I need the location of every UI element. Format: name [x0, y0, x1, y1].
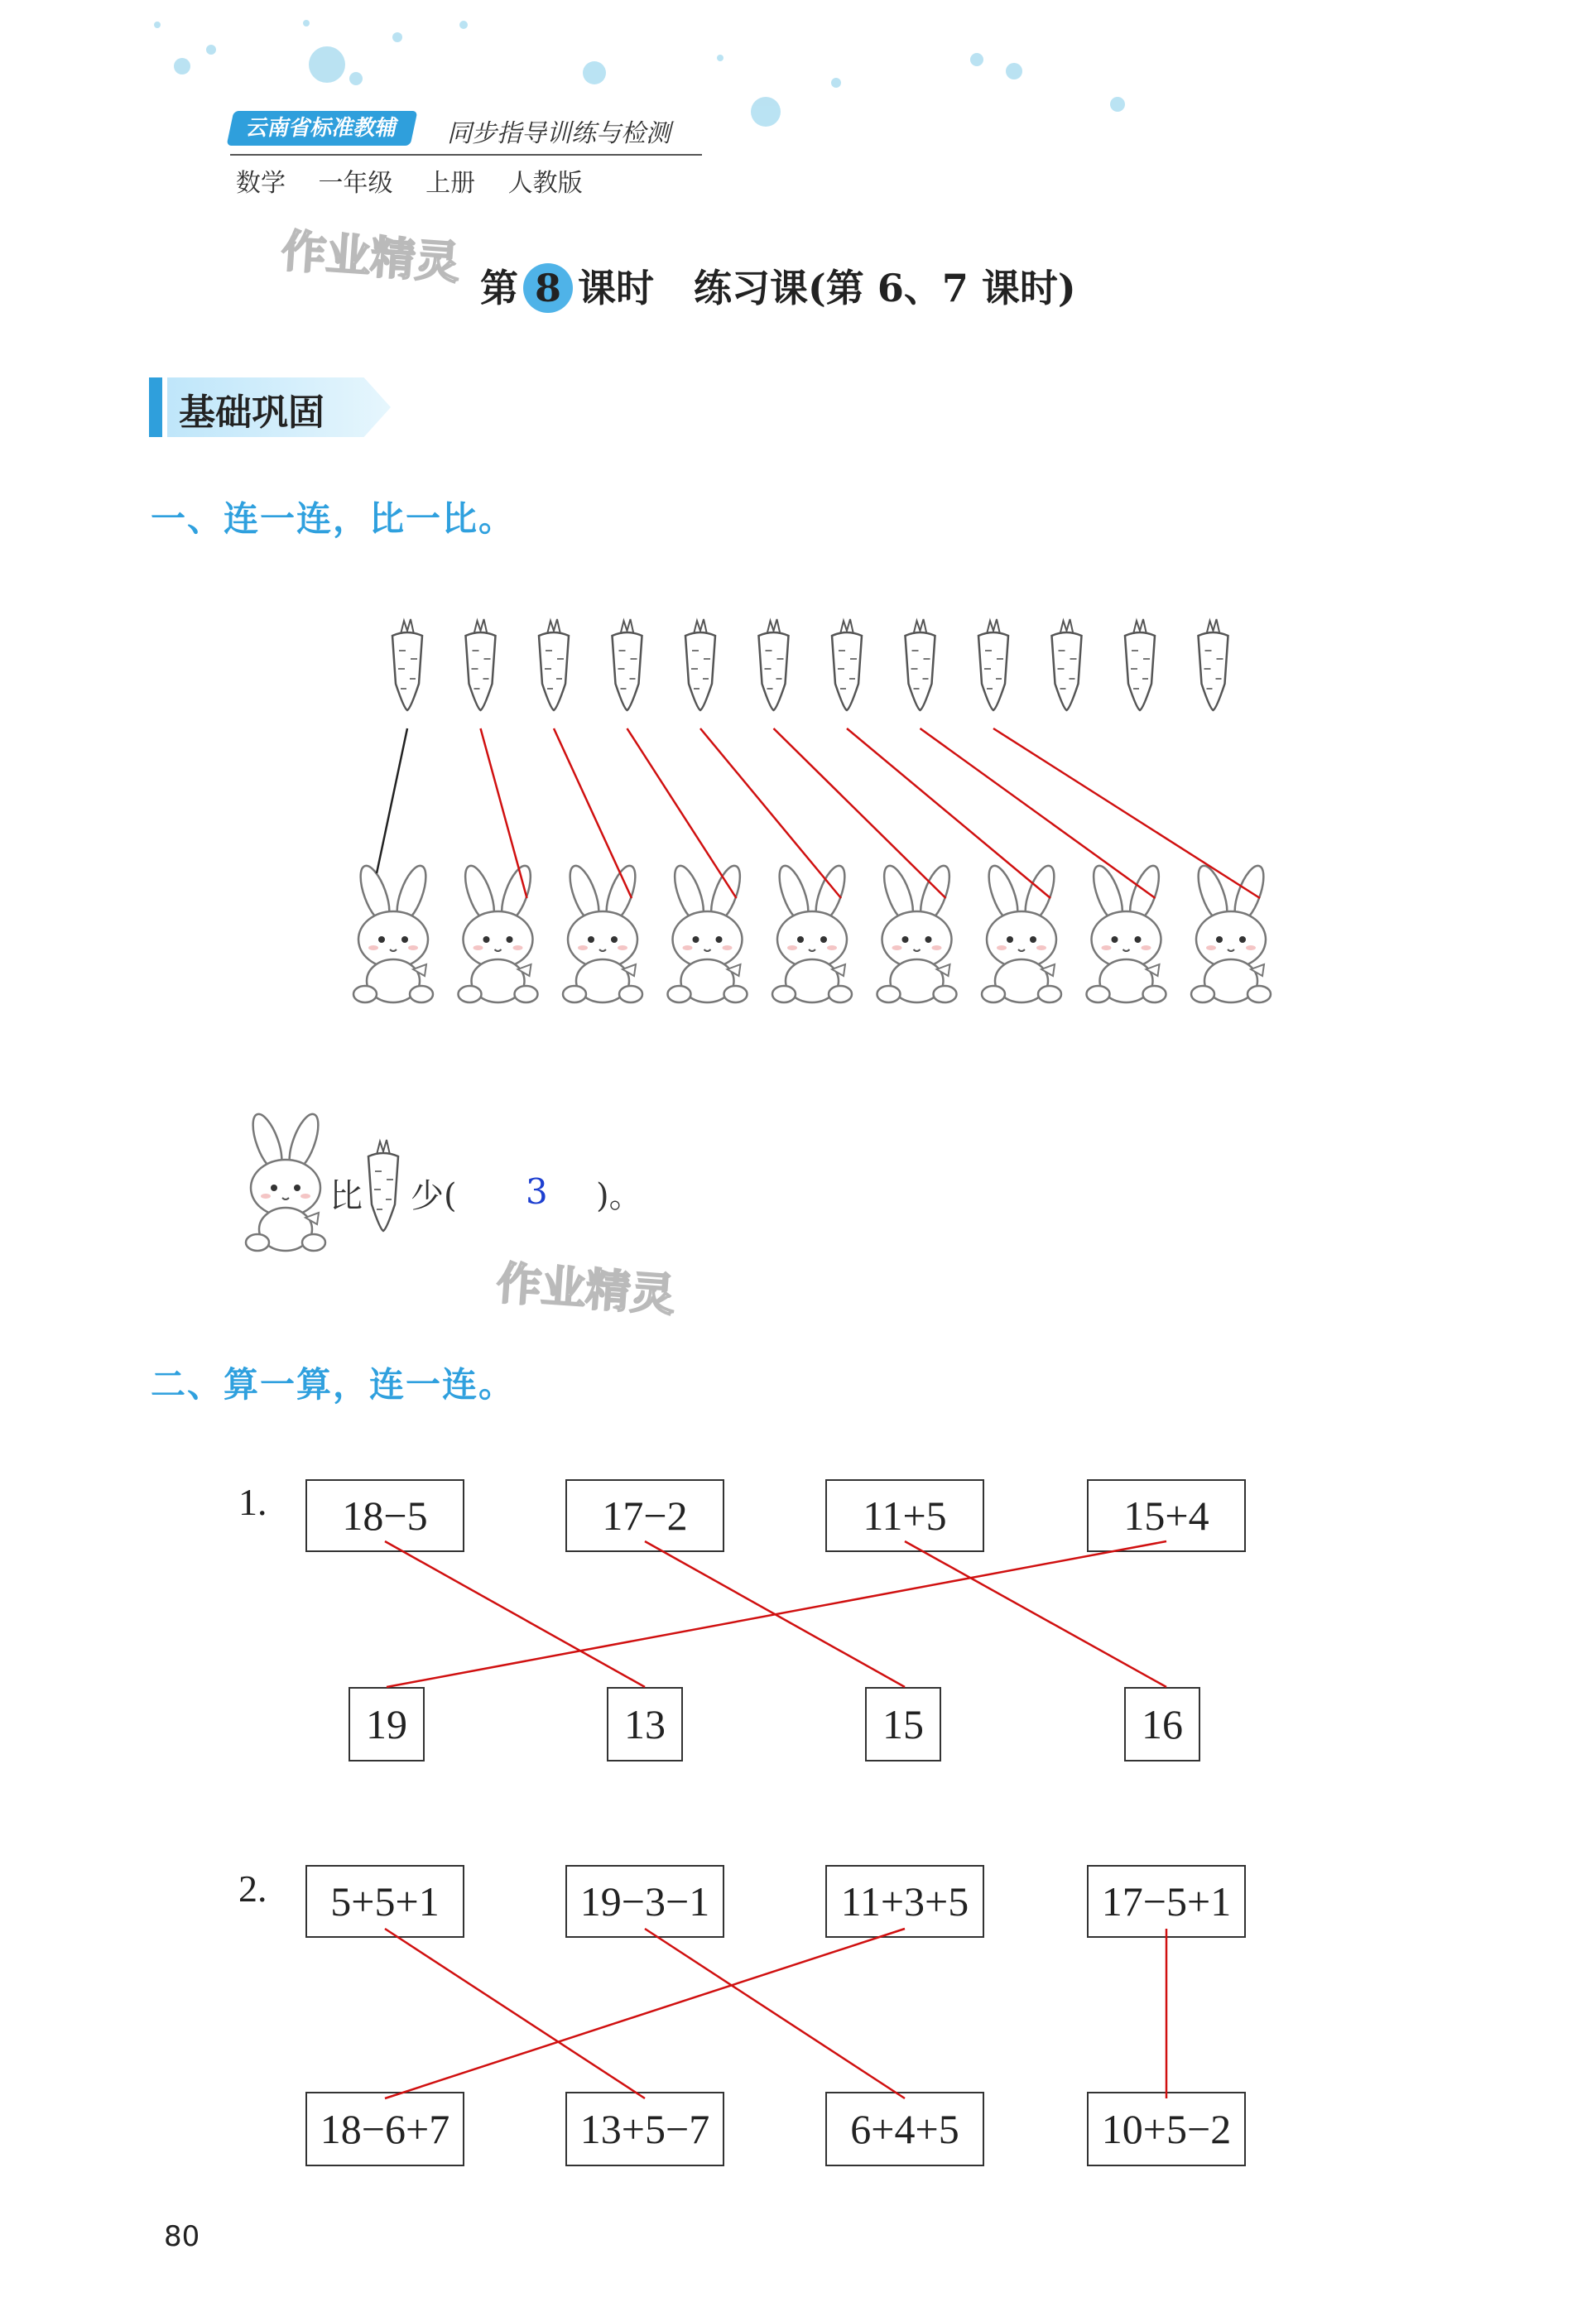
carrot-icon [539, 619, 569, 710]
book-info: 数学 一年级 上册 人教版 [236, 169, 583, 198]
match-line [774, 728, 946, 898]
page-number: 80 [164, 2220, 200, 2253]
rabbit-icon [668, 863, 748, 1002]
carrot-icon [978, 619, 1008, 710]
match-line [645, 1541, 905, 1687]
expression-box: 11+5 [825, 1479, 984, 1552]
expression-box: 18−6+7 [305, 2092, 464, 2166]
series-title: 同步指导训练与检测 [447, 119, 671, 148]
rabbit-icon [1087, 863, 1166, 1002]
match-line [993, 728, 1260, 898]
section-title: 基础巩固 [179, 392, 324, 434]
part-1-label: 1. [238, 1481, 267, 1523]
rabbit-icon [772, 863, 852, 1002]
carrot-icon [832, 619, 862, 710]
match-line [905, 1541, 1166, 1687]
series-badge: 云南省标准教辅 [227, 111, 418, 146]
lesson-number-badge: 8 [523, 263, 573, 313]
carrot-icon [1125, 619, 1155, 710]
carrot-icon [1199, 619, 1228, 710]
lesson-suffix: 课时 [578, 266, 654, 310]
rabbit-icon [240, 1130, 331, 1254]
match-line [377, 728, 407, 873]
rabbit-icon [1191, 863, 1271, 1002]
match-line [645, 1929, 905, 2098]
expression-box: 19−3−1 [565, 1865, 724, 1938]
answer-text: 3 [526, 1171, 548, 1212]
carrot-icon [1052, 619, 1082, 710]
question-2-heading: 二、算一算，连一连。 [151, 1364, 516, 1405]
expression-box: 5+5+1 [305, 1865, 464, 1938]
close-bracket: )。 [596, 1177, 642, 1215]
expression-box: 17−5+1 [1087, 1865, 1246, 1938]
carrot-icon [685, 619, 715, 710]
expression-box: 10+5−2 [1087, 2092, 1246, 2166]
expression-box: 6+4+5 [825, 2092, 984, 2166]
carrot-icon [466, 619, 496, 710]
result-box: 13 [607, 1687, 683, 1761]
match-line [385, 1929, 905, 2098]
expression-box: 13+5−7 [565, 2092, 724, 2166]
carrot-icon [906, 619, 935, 710]
match-line [385, 1929, 645, 2098]
match-line [387, 1541, 1166, 1687]
expression-box: 17−2 [565, 1479, 724, 1552]
result-box: 19 [349, 1687, 425, 1761]
rabbit-icon [982, 863, 1061, 1002]
watermark: 作业精灵 [494, 1257, 677, 1322]
match-line [481, 728, 527, 898]
result-box: 15 [865, 1687, 941, 1761]
rabbit-icon [877, 863, 957, 1002]
rabbit-icon [459, 863, 538, 1002]
expression-box: 18−5 [305, 1479, 464, 1552]
carrot-icon [364, 1138, 402, 1238]
part-2-label: 2. [238, 1867, 267, 1910]
match-line [554, 728, 632, 898]
expression-box: 15+4 [1087, 1479, 1246, 1552]
match-line [385, 1541, 645, 1687]
expression-box: 11+3+5 [825, 1865, 984, 1938]
rabbit-icon [353, 863, 433, 1002]
carrot-icon [613, 619, 642, 710]
watermark: 作业精灵 [279, 224, 462, 290]
lesson-prefix: 第 [480, 266, 518, 310]
lesson-name: 练习课(第 6、7 课时) [694, 266, 1076, 310]
carrot-rabbit-figure [0, 0, 1596, 1076]
rabbit-icon [563, 863, 642, 1002]
compare-word: 比 [329, 1177, 363, 1215]
question-1-heading: 一、连一连，比一比。 [151, 498, 516, 539]
carrot-icon [392, 619, 422, 710]
result-box: 16 [1124, 1687, 1200, 1761]
carrot-icon [759, 619, 789, 710]
less-word: 少( [411, 1177, 457, 1215]
match-line [700, 728, 841, 898]
